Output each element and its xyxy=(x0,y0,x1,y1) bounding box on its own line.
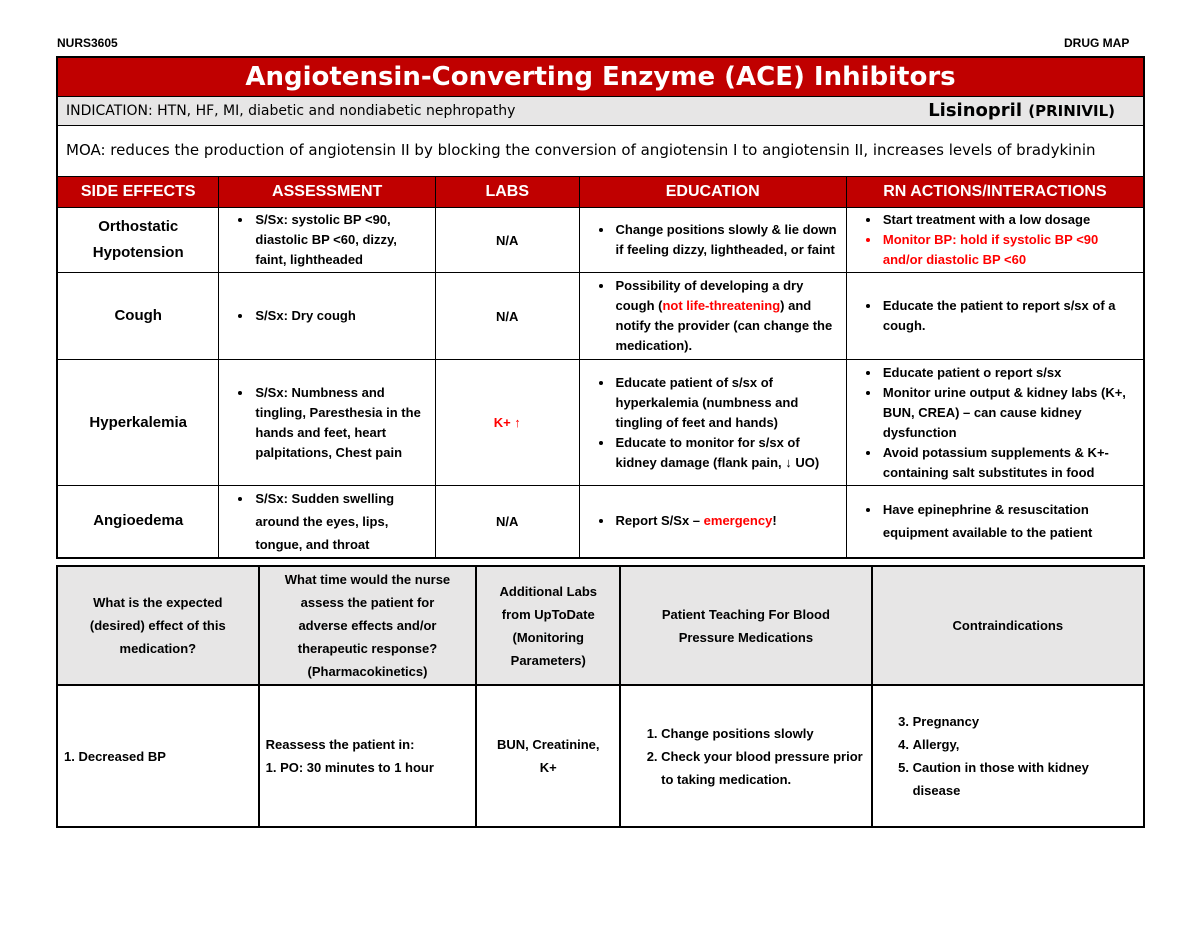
question-additional-labs: Additional Labs from UpToDate (Monitoring Parameters) xyxy=(476,566,620,685)
question-assessment-time: What time would the nurse assess the patient for adverse effects and/or therapeutic response? (Pharmacokinetics) xyxy=(259,566,477,685)
list-item: • S/Sx: systolic BP <90, diastolic BP <60, dizzy, faint, lightheaded xyxy=(253,210,429,270)
col-education: EDUCATION xyxy=(579,177,846,208)
table-row xyxy=(57,208,1144,273)
education-cell xyxy=(579,486,846,558)
side-effect-cell: Orthostatic Hypotension xyxy=(57,208,219,273)
rn-actions-cell xyxy=(846,208,1144,273)
text-span: ) and notify the provider (can change the medication). xyxy=(615,298,833,353)
list-item xyxy=(614,276,840,356)
education-cell xyxy=(579,208,846,273)
list-item: • Avoid potassium supplements & K+-containing salt substitutes in food xyxy=(881,443,1137,483)
list-item: 4. Allergy, xyxy=(913,733,1137,756)
list-item: • Monitor urine output & kidney labs (K+, BUN, CREA) – can cause kidney dysfunction xyxy=(881,383,1137,443)
question-patient-teaching: Patient Teaching For Blood Pressure Medications xyxy=(620,566,871,685)
questions-row xyxy=(57,566,1144,685)
questions-table xyxy=(56,565,1145,828)
rn-actions-cell xyxy=(846,486,1144,558)
answer-assessment-time xyxy=(259,685,477,827)
col-assessment: ASSESSMENT xyxy=(219,177,436,208)
indication-row xyxy=(57,97,1144,126)
assessment-cell xyxy=(219,208,436,273)
list-item: • Educate patient of s/sx of hyperkalemia (numbness and tingling of feet and hands) xyxy=(614,373,840,433)
labs-cell: K+ ↑ xyxy=(435,360,579,486)
assessment-cell xyxy=(219,360,436,486)
side-effect-cell: Angioedema xyxy=(57,486,219,558)
table-row xyxy=(57,273,1144,360)
assessment-cell xyxy=(219,273,436,360)
education-cell xyxy=(579,273,846,360)
table-row xyxy=(57,360,1144,486)
document-type: DRUG MAP xyxy=(1064,36,1130,50)
side-effect-cell: Cough xyxy=(57,273,219,360)
drug-map-table xyxy=(56,56,1145,559)
text-span: ! xyxy=(772,513,777,529)
question-contraindications: Contraindications xyxy=(872,566,1144,685)
labs-cell: N/A xyxy=(435,486,579,558)
list-item: • Monitor BP: hold if systolic BP <90 and/or diastolic BP <60 xyxy=(881,230,1137,270)
table-row xyxy=(57,486,1144,558)
answer-additional-labs: BUN, Creatinine, K+ xyxy=(476,685,620,827)
warning-text: emergency xyxy=(703,513,773,529)
list-item: • S/Sx: Dry cough xyxy=(253,306,429,326)
list-item: • Educate patient o report s/sx xyxy=(881,363,1137,383)
question-expected-effect: What is the expected (desired) effect of this medication? xyxy=(57,566,259,685)
list-item: • Educate the patient to report s/sx of a cough. xyxy=(881,296,1137,336)
assessment-cell xyxy=(219,486,436,558)
list-item: • Educate to monitor for s/sx of kidney damage (flank pain, ↓ UO) xyxy=(614,433,840,473)
answer-patient-teaching xyxy=(620,685,871,827)
answer-expected-effect: 1. Decreased BP xyxy=(57,685,259,827)
labs-cell: N/A xyxy=(435,208,579,273)
list-item: • Change positions slowly & lie down if feeling dizzy, lightheaded, or faint xyxy=(614,220,840,260)
rn-actions-cell xyxy=(846,273,1144,360)
labs-cell: N/A xyxy=(435,273,579,360)
list-item: • S/Sx: Sudden swelling around the eyes, lips, tongue, and throat xyxy=(253,487,429,556)
list-item: • Start treatment with a low dosage xyxy=(881,210,1137,230)
section-header-row xyxy=(57,177,1144,208)
list-item: • S/Sx: Numbness and tingling, Paresthesia in the hands and feet, heart palpitations, Chest pain xyxy=(253,383,429,463)
list-item: 5. Caution in those with kidney disease xyxy=(913,756,1137,802)
generic-name: Lisinopril xyxy=(928,100,1022,121)
course-code: NURS3605 xyxy=(57,36,118,50)
list-item: 3. Pregnancy xyxy=(913,710,1137,733)
text-span: Possibility of developing a dry cough ( xyxy=(615,278,804,313)
list-item: • Have epinephrine & resuscitation equipment available to the patient xyxy=(881,498,1137,544)
rn-actions-cell xyxy=(846,360,1144,486)
answer-contraindications xyxy=(872,685,1144,827)
col-labs: LABS xyxy=(435,177,579,208)
answer-line: 1. PO: 30 minutes to 1 hour xyxy=(265,760,434,775)
answer-line: Reassess the patient in: xyxy=(265,737,415,752)
brand-name: (PRINIVIL) xyxy=(1028,102,1115,120)
list-item: 2. Check your blood pressure prior to taking medication. xyxy=(661,745,864,791)
col-rn-actions: RN ACTIONS/INTERACTIONS xyxy=(846,177,1144,208)
indication-text: INDICATION: HTN, HF, MI, diabetic and nondiabetic nephropathy xyxy=(66,103,516,119)
mechanism-of-action: MOA: reduces the production of angiotensin II by blocking the conversion of angiotensin I to angiotensin II, increases levels of bradykinin xyxy=(57,126,1144,177)
list-item xyxy=(614,511,840,531)
drug-name xyxy=(928,97,1115,125)
side-effect-cell: Hyperkalemia xyxy=(57,360,219,486)
warning-text: not life-threatening xyxy=(662,298,781,313)
col-side-effects: SIDE EFFECTS xyxy=(57,177,219,208)
text-span: Report S/Sx – xyxy=(615,513,704,529)
list-item: 1. Change positions slowly xyxy=(661,722,864,745)
drug-class-title: Angiotensin-Converting Enzyme (ACE) Inhibitors xyxy=(57,57,1144,97)
education-cell xyxy=(579,360,846,486)
answers-row xyxy=(57,685,1144,827)
